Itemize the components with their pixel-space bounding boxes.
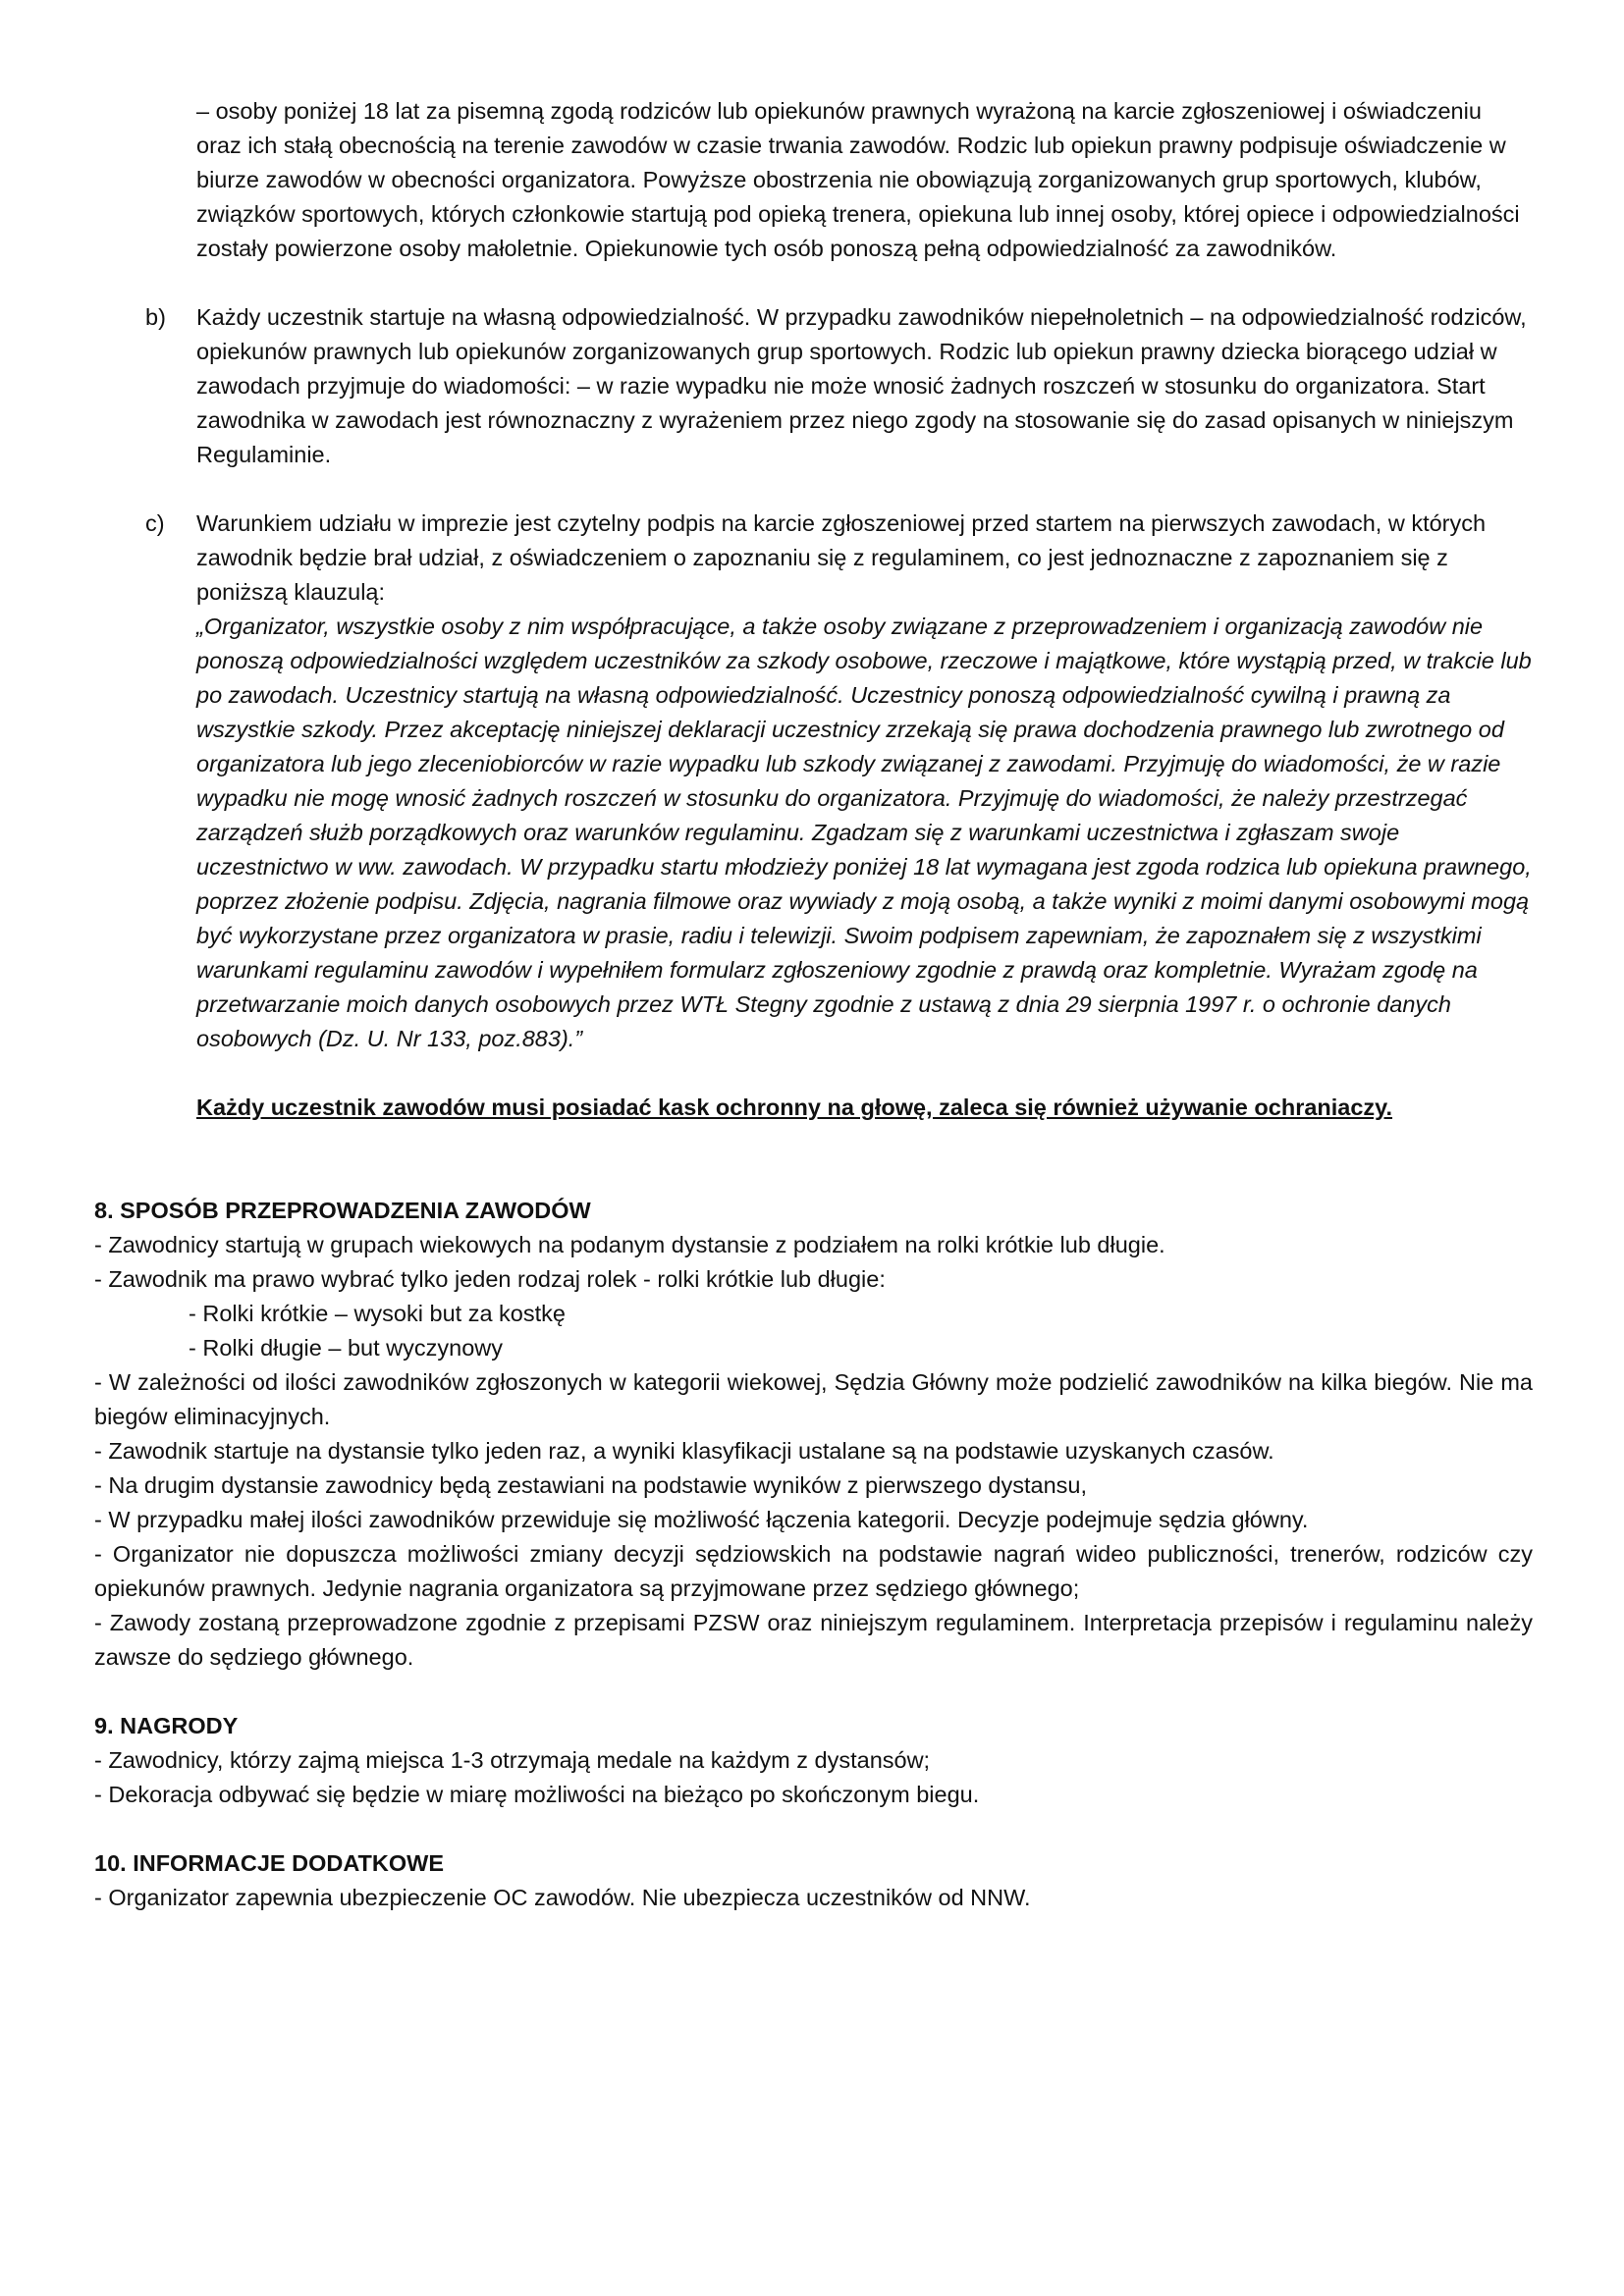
section-8-line: - Na drugim dystansie zawodnicy będą zestawiani na podstawie wyników z pierwszego dystansu, bbox=[94, 1472, 1088, 1498]
section-8-sub-line: - Rolki krótkie – wysoki but za kostkę bbox=[189, 1301, 566, 1326]
list-item-c-body bbox=[196, 507, 1533, 1056]
section-8-line: - W przypadku małej ilości zawodników przewiduje się możliwość łączenia kategorii. Decyzje podejmuje sędzia główny. bbox=[94, 1507, 1309, 1532]
helmet-warning: Każdy uczestnik zawodów musi posiadać kask ochronny na głowę, zaleca się również używanie ochraniaczy. bbox=[196, 1095, 1393, 1120]
section-10-line: - Organizator zapewnia ubezpieczenie OC zawodów. Nie ubezpiecza uczestników od NNW. bbox=[94, 1885, 1031, 1910]
section-8-sub-line: - Rolki długie – but wyczynowy bbox=[189, 1335, 503, 1361]
section-9-title: 9. NAGRODY bbox=[94, 1713, 239, 1738]
section-8-line: - Zawodnik startuje na dystansie tylko jeden raz, a wyniki klasyfikacji ustalane są na podstawie uzyskanych czasów. bbox=[94, 1438, 1274, 1464]
section-9-line: - Dekoracja odbywać się będzie w miarę możliwości na bieżąco po skończonym biegu. bbox=[94, 1782, 980, 1807]
consent-clause-quote: „Organizator, wszystkie osoby z nim współpracujące, a także osoby związane z przeprowadzeniem i organizacją zawodów nie ponoszą odpowiedzialności względem uczestników za szkody osobowe, rzeczowe i majątkowe, które wystąpią przed, w trakcie lub po zawodach. Uczestnicy startują na własną odpowiedzialność. Uczestnicy ponoszą odpowiedzialność cywilną i prawną za wszystkie szkody. Przez akceptację niniejszej deklaracji uczestnicy zrzekają się prawa dochodzenia prawnego lub zwrotnego od organizatora lub jego zleceniobiorców w razie wypadku lub szkody związanej z zawodami. Przyjmuję do wiadomości, że w razie wypadku nie mogę wnosić żadnych roszczeń w stosunku do organizatora. Przyjmuję do wiadomości, że należy przestrzegać zarządzeń służb porządkowych oraz warunków regulaminu. Zgadzam się z warunkami uczestnictwa i zgłaszam swoje uczestnictwo w ww. zawodach. W przypadku startu młodzieży poniżej 18 lat wymagana jest zgoda rodzica lub opiekuna prawnego, poprzez złożenie podpisu. Zdjęcia, nagrania filmowe oraz wywiady z moją osobą, a także wyniki z moimi danymi osobowymi mogą być wykorzystane przez organizatora w prasie, radiu i telewizji. Swoim podpisem zapewniam, że zapoznałem się z wszystkimi warunkami regulaminu zawodów i wypełniłem formularz zgłoszeniowy zgodnie z prawdą oraz kompletnie. Wyrażam zgodę na przetwarzanie moich danych osobowych przez WTŁ Stegny zgodnie z ustawą z dnia 29 sierpnia 1997 r. o ochronie danych osobowych (Dz. U. Nr 133, poz.883).” bbox=[196, 614, 1532, 1051]
section-10-title: 10. INFORMACJE DODATKOWE bbox=[94, 1850, 444, 1876]
list-item-c bbox=[145, 507, 1533, 1056]
list-marker-b: b) bbox=[145, 304, 166, 330]
list-marker-c: c) bbox=[145, 510, 165, 536]
list-item-b-text: Każdy uczestnik startuje na własną odpowiedzialność. W przypadku zawodników niepełnoletnich – na odpowiedzialność rodziców, opiekunów prawnych lub opiekunów zorganizowanych grup sportowych. Rodzic lub opiekun prawny dziecka biorącego udział w zawodach przyjmuje do wiadomości: – w razie wypadku nie może wnosić żadnych roszczeń w stosunku do organizatora. Start zawodnika w zawodach jest równoznaczny z wyrażeniem przez niego zgody na stosowanie się do zasad opisanych w niniejszym Regulaminie. bbox=[196, 304, 1527, 467]
section-8-line: - Zawodnik ma prawo wybrać tylko jeden rodzaj rolek - rolki krótkie lub długie: bbox=[94, 1266, 886, 1292]
section-8-line: - Zawody zostaną przeprowadzone zgodnie z przepisami PZSW oraz niniejszym regulaminem. Interpretacja przepisów i regulaminu należy zawsze do sędziego głównego. bbox=[94, 1610, 1533, 1670]
intro-continuation-paragraph: – osoby poniżej 18 lat za pisemną zgodą rodziców lub opiekunów prawnych wyrażoną na karcie zgłoszeniowej i oświadczeniu oraz ich stałą obecnością na terenie zawodów w czasie trwania zawodów. Rodzic lub opiekun prawny podpisuje oświadczenie w biurze zawodów w obecności organizatora. Powyższe obostrzenia nie obowiązują zorganizowanych grup sportowych, klubów, związków sportowych, których członkowie startują pod opieką trenera, opiekuna lub innej osoby, której opiece i odpowiedzialności zostały powierzone osoby małoletnie. Opiekunowie tych osób ponoszą pełną odpowiedzialność za zawodników. bbox=[196, 98, 1520, 261]
section-8-title: 8. SPOSÓB PRZEPROWADZENIA ZAWODÓW bbox=[94, 1198, 591, 1223]
list-item-b bbox=[145, 300, 1533, 472]
document-page bbox=[94, 94, 1533, 1915]
section-10 bbox=[94, 1846, 1533, 1915]
section-8-line: - Zawodnicy startują w grupach wiekowych na podanym dystansie z podziałem na rolki krótkie lub długie. bbox=[94, 1232, 1165, 1257]
section-8 bbox=[94, 1194, 1533, 1675]
list-item-b-body bbox=[196, 300, 1533, 472]
section-9 bbox=[94, 1709, 1533, 1812]
section-9-line: - Zawodnicy, którzy zajmą miejsca 1-3 otrzymają medale na każdym z dystansów; bbox=[94, 1747, 931, 1773]
section-8-line: - Organizator nie dopuszcza możliwości zmiany decyzji sędziowskich na podstawie nagrań wideo publiczności, trenerów, rodziców czy opiekunów prawnych. Jedynie nagrania organizatora są przyjmowane przez sędziego głównego; bbox=[94, 1541, 1533, 1601]
section-8-line: - W zależności od ilości zawodników zgłoszonych w kategorii wiekowej, Sędzia Główny może podzielić zawodników na kilka biegów. Nie ma biegów eliminacyjnych. bbox=[94, 1369, 1533, 1429]
list-item-c-text: Warunkiem udziału w imprezie jest czytelny podpis na karcie zgłoszeniowej przed startem na pierwszych zawodach, w których zawodnik będzie brał udział, z oświadczeniem o zapoznaniu się z regulaminem, co jest jednoznaczne z zapoznaniem się z poniższą klauzulą: bbox=[196, 510, 1487, 605]
